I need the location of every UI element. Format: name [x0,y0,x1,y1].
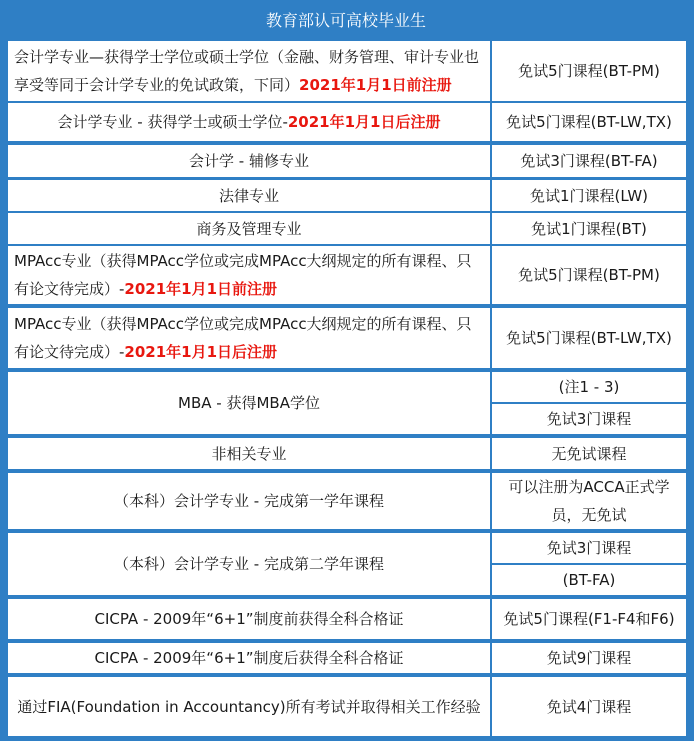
table-row-left: 非相关专业 [7,437,491,470]
table-row-right: 免试4门课程 [491,676,687,737]
table-row-right: 免试1门课程(LW) [491,179,687,212]
table-row-left [7,40,491,102]
table-row-right-top: (注1 - 3) [491,371,687,403]
row-desc: MPAcc专业（获得MPAcc学位或完成MPAcc大纲规定的所有课程、只有论文待完成）- [14,252,472,298]
table-row-left [7,102,491,142]
table-row-left: 商务及管理专业 [7,212,491,245]
table-row-left: 通过FIA(Foundation in Accountancy)所有考试并取得相关工作经验 [7,676,491,737]
table-row-right: 免试5门课程(BT-LW,TX) [491,102,687,142]
row-desc: MPAcc专业（获得MPAcc学位或完成MPAcc大纲规定的所有课程、只有论文待完成）- [14,315,472,361]
table-row-right: 免试5门课程(BT-LW,TX) [491,307,687,369]
table-row-right: 免试5门课程(BT-PM) [491,40,687,102]
table-row-right: 免试5门课程(F1-F4和F6) [491,598,687,640]
row-desc: 会计学专业—获得学士学位或硕士学位（金融、财务管理、审计专业也享受等同于会计学专业的免试政策，下同） [14,48,480,94]
table-row-left: （本科）会计学专业 - 完成第二学年课程 [7,532,491,596]
table-row-left: CICPA - 2009年“6+1”制度前获得全科合格证 [7,598,491,640]
table-row-left: （本科）会计学专业 - 完成第一学年课程 [7,472,491,530]
table-row-left: 会计学 - 辅修专业 [7,144,491,178]
table-row-right-top: 免试3门课程 [491,532,687,564]
table-row-right: 免试9门课程 [491,642,687,674]
registration-date: 2021年1月1日后注册 [287,113,441,131]
table-row-right: 可以注册为ACCA正式学员，无免试 [491,472,687,530]
table-row-right: 免试5门课程(BT-PM) [491,245,687,305]
registration-date: 2021年1月1日前注册 [299,76,452,94]
table-row-left: 法律专业 [7,179,491,212]
row-desc: 会计学专业 - 获得学士或硕士学位- [57,113,288,131]
table-row-left: MBA - 获得MBA学位 [7,371,491,435]
registration-date: 2021年1月1日后注册 [124,343,278,361]
registration-date: 2021年1月1日前注册 [124,280,278,298]
table-row-left [7,245,491,305]
table-title: 教育部认可高校毕业生 [1,1,691,38]
table-row-left: CICPA - 2009年“6+1”制度后获得全科合格证 [7,642,491,674]
table-row-left [7,307,491,369]
table-row-right: 免试1门课程(BT) [491,212,687,245]
table-row-right: 无免试课程 [491,437,687,470]
table-row-right: 免试3门课程(BT-FA) [491,144,687,178]
table-row-right-bottom: (BT-FA) [491,564,687,596]
table-row-right-bottom: 免试3门课程 [491,403,687,435]
